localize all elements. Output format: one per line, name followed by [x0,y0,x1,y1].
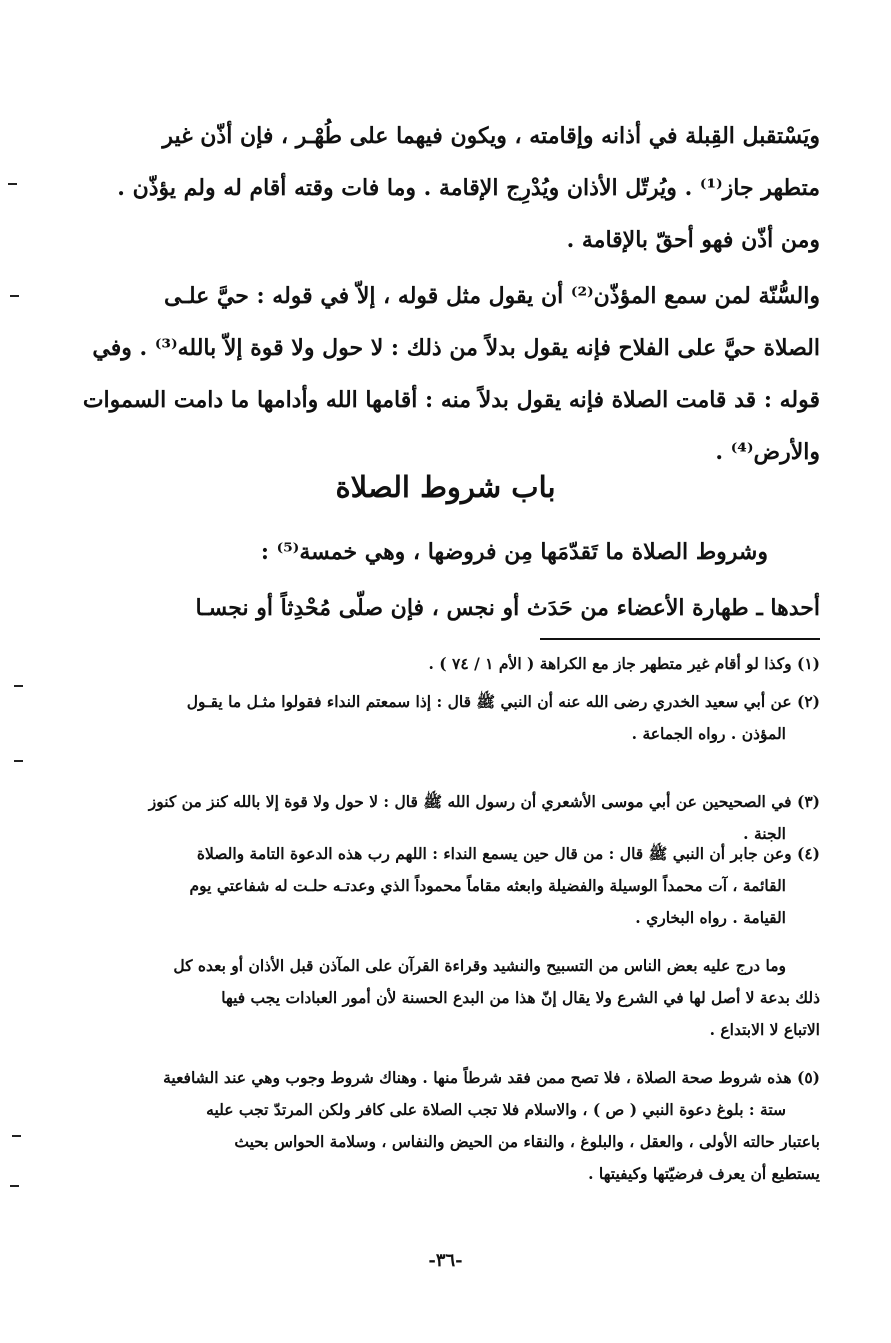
footnote-line: (٤) وعن جابر أن النبي ﷺ قال : من قال حين يسمع النداء : اللهم رب هذه الدعوة التامة والصلاة [196,844,820,863]
section-heading: باب شروط الصلاة [335,470,556,504]
first-condition [108,582,820,634]
text-line: أحدها ـ طهارة الأعضاء من حَدَث أو نجس ، فإن صلّى مُحْدِثاً أو نجسـا [195,595,820,621]
text-line: قوله : قد قامت الصلاة فإنه يقول بدلاً منه : أقامها الله وأدامها ما دامت السموات [82,387,820,413]
margin-mark [14,760,23,762]
footnote-line: ذلك بدعة لا أصل لها في الشرع ولا يقال إنّ هذا من البدع الحسنة لأن أمور العبادات يجب فيها [221,988,820,1007]
text-line: والسُّنّة لمن سمع المؤذّن⁽²⁾ أن يقول مثل قوله ، إلاّ في قوله : حيَّ علـى [164,283,820,309]
footnote-line: المؤذن . رواه الجماعة . [631,724,786,743]
margin-mark [14,685,23,687]
margin-mark [8,183,17,185]
footnote-line: الاتباع لا الابتداع . [709,1020,820,1039]
text-line: الصلاة حيَّ على الفلاح فإنه يقول بدلاً من ذلك : لا حول ولا قوة إلاّ بالله⁽³⁾ . وفي [92,335,820,361]
footnote-line: يستطيع أن يعرف فرضيّتها وكيفيتها . [588,1164,820,1183]
margin-mark [12,1135,21,1137]
footnote-line: القائمة ، آت محمداً الوسيلة والفضيلة وابعثه مقاماً محموداً الذي وعدتـه حلـت له شفاعتي يوم [189,876,786,895]
footnote-line: (٣) في الصحيحين عن أبي موسى الأشعري أن رسول الله ﷺ قال : لا حول ولا قوة إلا بالله كنز من كنوز [148,792,820,811]
footnote-line: (١) وكذا لو أقام غير متطهر جاز مع الكراهة ( الأم ١ / ٧٤ ) . [428,654,820,673]
margin-mark [10,295,19,297]
margin-mark [10,1185,19,1187]
paragraph-sunnah [82,270,820,478]
text-line: والأرض⁽⁴⁾ . [715,439,820,465]
footnote-2 [108,686,820,750]
footnote-line: وما درج عليه بعض الناس من التسبيح والنشيد وقراءة القرآن على المآذن قبل الأذان أو بعده كل [173,956,786,975]
footnote-line: (٢) عن أبي سعيد الخدري رضى الله عنه أن النبي ﷺ قال : إذا سمعتم النداء فقولوا مثـل ما يقـول [186,692,820,711]
text-line: ويَسْتقبل القِبلة في أذانه وإقامته ، ويكون فيهما على طُهْـر ، فإن أذّن غير [162,123,820,149]
footnote-line: ستة : بلوغ دعوة النبي ( ص ) ، والاسلام فلا تجب الصلاة على كافر ولكن المرتدّ تجب عليه [206,1100,786,1119]
text-line: ومن أذّن فهو أحقّ بالإقامة . [566,227,820,253]
footnote-line: الجنة . [743,824,786,843]
footnote-line: القيامة . رواه البخاري . [635,908,786,927]
footnote-divider [540,638,820,640]
footnote-line: (٥) هذه شروط صحة الصلاة ، فلا تصح ممن فقد شرطاً منها . وهناك شروط وجوب وهي عند الشافعية [163,1068,820,1087]
paragraph-adhan [108,110,820,266]
text-line: متطهر جاز⁽¹⁾ . ويُرتّل الأذان ويُدْرِج الإقامة . وما فات وقته أقام له ولم يؤذّن . [117,175,820,201]
footnote-line: باعتبار حالته الأولى ، والعقل ، والبلوغ ، والنقاء من الحيض والنفاس ، وسلامة الحواس بحيث [234,1132,820,1151]
footnote-4-note [108,950,820,1046]
conditions-intro: وشروط الصلاة ما تَقدّمَها مِن فروضها ، وهي خمسة⁽⁵⁾ : [260,539,768,565]
footnote-5 [108,1062,820,1190]
footnote-4 [108,838,820,934]
footnote-1 [108,648,820,680]
page-number: -٣٦- [428,1250,463,1271]
